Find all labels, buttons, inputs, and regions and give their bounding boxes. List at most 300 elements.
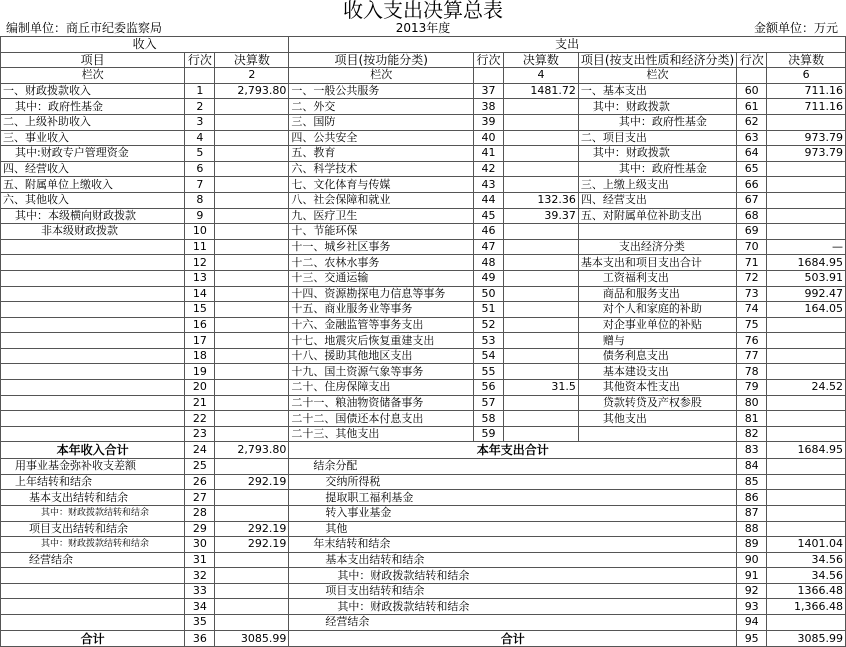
econ-amount: 711.16 bbox=[767, 99, 846, 115]
income-amount bbox=[215, 286, 289, 302]
expense-section-label: 支出 bbox=[289, 37, 846, 53]
func-line: 38 bbox=[474, 99, 504, 115]
income-line: 7 bbox=[185, 177, 215, 193]
income-amount: 2,793.80 bbox=[215, 83, 289, 99]
balance-item bbox=[1, 615, 185, 631]
income-item bbox=[1, 317, 185, 333]
distribution-item: 项目支出结转和结余 bbox=[289, 583, 737, 599]
econ-line: 76 bbox=[737, 333, 767, 349]
econ-item: 支出经济分类 bbox=[578, 239, 736, 255]
income-line: 16 bbox=[185, 317, 215, 333]
balance-line: 26 bbox=[185, 474, 215, 490]
currency-unit: 金额单位：万元 bbox=[753, 21, 838, 35]
balance-line: 27 bbox=[185, 490, 215, 506]
func-line: 40 bbox=[474, 130, 504, 146]
section-header-row bbox=[1, 37, 846, 53]
balance-amount bbox=[215, 459, 289, 475]
func-amount bbox=[504, 286, 579, 302]
econ-amount: 711.16 bbox=[767, 83, 846, 99]
income-amount bbox=[215, 302, 289, 318]
table-row bbox=[1, 192, 846, 208]
income-item: 一、财政拨款收入 bbox=[1, 83, 185, 99]
income-amount bbox=[215, 208, 289, 224]
income-total-label: 合计 bbox=[1, 630, 185, 647]
func-item: 十三、交通运输 bbox=[289, 270, 474, 286]
distribution-item: 提取职工福利基金 bbox=[289, 490, 737, 506]
func-item: 二十二、国债还本付息支出 bbox=[289, 411, 474, 427]
balance-item bbox=[1, 583, 185, 599]
income-amount bbox=[215, 380, 289, 396]
income-item: 非本级财政拨款 bbox=[1, 224, 185, 240]
econ-line: 78 bbox=[737, 364, 767, 380]
income-amount bbox=[215, 114, 289, 130]
balance-amount bbox=[215, 599, 289, 615]
lanci-col: 4 bbox=[504, 68, 579, 84]
lanci-label: 栏次 bbox=[289, 68, 474, 84]
econ-amount: 503.91 bbox=[767, 270, 846, 286]
func-line: 42 bbox=[474, 161, 504, 177]
expense-total-amount: 3085.99 bbox=[767, 630, 846, 647]
income-amount bbox=[215, 364, 289, 380]
income-amount bbox=[215, 411, 289, 427]
income-line: 23 bbox=[185, 426, 215, 442]
distribution-line: 89 bbox=[737, 537, 767, 553]
distribution-item: 其中：财政拨款结转和结余 bbox=[289, 599, 737, 615]
col-line: 行次 bbox=[474, 52, 504, 68]
func-item: 六、科学技术 bbox=[289, 161, 474, 177]
func-line: 52 bbox=[474, 317, 504, 333]
econ-amount: 992.47 bbox=[767, 286, 846, 302]
func-item: 十四、资源勘探电力信息等事务 bbox=[289, 286, 474, 302]
income-amount bbox=[215, 317, 289, 333]
table-row bbox=[1, 521, 846, 537]
econ-line: 67 bbox=[737, 192, 767, 208]
col-item-func: 项目(按功能分类) bbox=[289, 52, 474, 68]
table-row bbox=[1, 333, 846, 349]
table-row bbox=[1, 583, 846, 599]
fiscal-year: 2013年度 bbox=[395, 21, 451, 35]
table-row bbox=[1, 302, 846, 318]
econ-line: 71 bbox=[737, 255, 767, 271]
econ-line: 82 bbox=[737, 426, 767, 442]
func-amount bbox=[504, 177, 579, 193]
balance-item: 用事业基金弥补收支差额 bbox=[1, 459, 185, 475]
func-item: 二十一、粮油物资储备事务 bbox=[289, 395, 474, 411]
income-item: 六、其他收入 bbox=[1, 192, 185, 208]
econ-line: 63 bbox=[737, 130, 767, 146]
econ-item: 其中：财政拨款 bbox=[578, 146, 736, 162]
func-item: 十六、金融监管等事务支出 bbox=[289, 317, 474, 333]
balance-amount bbox=[215, 505, 289, 521]
econ-amount bbox=[767, 348, 846, 364]
func-amount bbox=[504, 395, 579, 411]
income-line: 1 bbox=[185, 83, 215, 99]
table-row bbox=[1, 395, 846, 411]
func-amount: 132.36 bbox=[504, 192, 579, 208]
func-item: 五、教育 bbox=[289, 146, 474, 162]
income-amount bbox=[215, 177, 289, 193]
econ-amount bbox=[767, 317, 846, 333]
income-section-label: 收入 bbox=[1, 37, 289, 53]
econ-line: 65 bbox=[737, 161, 767, 177]
distribution-amount bbox=[767, 615, 846, 631]
expense-total-label: 合计 bbox=[289, 630, 737, 647]
income-total-amount: 3085.99 bbox=[215, 630, 289, 647]
distribution-item: 经营结余 bbox=[289, 615, 737, 631]
table-row bbox=[1, 286, 846, 302]
balance-line: 25 bbox=[185, 459, 215, 475]
income-item bbox=[1, 364, 185, 380]
income-amount bbox=[215, 426, 289, 442]
func-item: 二、外交 bbox=[289, 99, 474, 115]
econ-line: 80 bbox=[737, 395, 767, 411]
func-amount bbox=[504, 348, 579, 364]
econ-amount bbox=[767, 161, 846, 177]
income-line: 22 bbox=[185, 411, 215, 427]
func-amount bbox=[504, 161, 579, 177]
distribution-amount: 1,366.48 bbox=[767, 599, 846, 615]
page-title: 收入支出决算总表 bbox=[343, 0, 503, 22]
econ-amount bbox=[767, 426, 846, 442]
econ-item: 商品和服务支出 bbox=[578, 286, 736, 302]
table-row bbox=[1, 208, 846, 224]
income-line: 18 bbox=[185, 348, 215, 364]
income-item bbox=[1, 239, 185, 255]
econ-amount: 1684.95 bbox=[767, 255, 846, 271]
func-line: 59 bbox=[474, 426, 504, 442]
lanci-row bbox=[1, 68, 846, 84]
func-amount bbox=[504, 317, 579, 333]
econ-amount: 164.05 bbox=[767, 302, 846, 318]
econ-amount bbox=[767, 177, 846, 193]
func-item: 十二、农林水事务 bbox=[289, 255, 474, 271]
func-line: 53 bbox=[474, 333, 504, 349]
table-row bbox=[1, 426, 846, 442]
func-item: 十八、援助其他地区支出 bbox=[289, 348, 474, 364]
col-line: 行次 bbox=[185, 52, 215, 68]
table-row bbox=[1, 364, 846, 380]
income-item bbox=[1, 302, 185, 318]
distribution-line: 86 bbox=[737, 490, 767, 506]
func-amount bbox=[504, 364, 579, 380]
func-item: 二十、住房保障支出 bbox=[289, 380, 474, 396]
balance-amount bbox=[215, 552, 289, 568]
col-item: 项目 bbox=[1, 52, 185, 68]
econ-line: 72 bbox=[737, 270, 767, 286]
func-amount: 31.5 bbox=[504, 380, 579, 396]
income-amount bbox=[215, 224, 289, 240]
table-row bbox=[1, 348, 846, 364]
distribution-amount bbox=[767, 459, 846, 475]
table-row bbox=[1, 568, 846, 584]
income-amount bbox=[215, 99, 289, 115]
func-line: 47 bbox=[474, 239, 504, 255]
func-item: 十、节能环保 bbox=[289, 224, 474, 240]
distribution-item: 其中：财政拨款结转和结余 bbox=[289, 568, 737, 584]
econ-line: 60 bbox=[737, 83, 767, 99]
income-line: 9 bbox=[185, 208, 215, 224]
econ-amount: 973.79 bbox=[767, 146, 846, 162]
expense-total-line: 83 bbox=[737, 442, 767, 459]
balance-amount bbox=[215, 583, 289, 599]
balance-amount bbox=[215, 568, 289, 584]
income-item bbox=[1, 333, 185, 349]
distribution-item: 基本支出结转和结余 bbox=[289, 552, 737, 568]
balance-line: 33 bbox=[185, 583, 215, 599]
econ-line: 66 bbox=[737, 177, 767, 193]
func-amount bbox=[504, 411, 579, 427]
total-row bbox=[1, 630, 846, 647]
balance-line: 32 bbox=[185, 568, 215, 584]
table-row bbox=[1, 224, 846, 240]
table-row bbox=[1, 490, 846, 506]
lanci-col: 2 bbox=[215, 68, 289, 84]
table-row bbox=[1, 317, 846, 333]
func-amount bbox=[504, 302, 579, 318]
balance-amount: 292.19 bbox=[215, 474, 289, 490]
income-line: 6 bbox=[185, 161, 215, 177]
func-item: 三、国防 bbox=[289, 114, 474, 130]
table-row bbox=[1, 161, 846, 177]
table-row bbox=[1, 411, 846, 427]
income-item: 其中：本级横向财政拨款 bbox=[1, 208, 185, 224]
econ-item: 一、基本支出 bbox=[578, 83, 736, 99]
income-line: 3 bbox=[185, 114, 215, 130]
econ-item: 其中：政府性基金 bbox=[578, 114, 736, 130]
distribution-line: 87 bbox=[737, 505, 767, 521]
distribution-line: 90 bbox=[737, 552, 767, 568]
lanci-label: 栏次 bbox=[1, 68, 185, 84]
distribution-amount bbox=[767, 474, 846, 490]
balance-line: 29 bbox=[185, 521, 215, 537]
distribution-amount: 1366.48 bbox=[767, 583, 846, 599]
econ-item: 对企事业单位的补贴 bbox=[578, 317, 736, 333]
income-amount bbox=[215, 255, 289, 271]
income-line: 10 bbox=[185, 224, 215, 240]
col-amount: 决算数 bbox=[215, 52, 289, 68]
econ-item: 对个人和家庭的补助 bbox=[578, 302, 736, 318]
table-row bbox=[1, 552, 846, 568]
func-line: 46 bbox=[474, 224, 504, 240]
distribution-amount: 34.56 bbox=[767, 552, 846, 568]
lanci-label: 栏次 bbox=[578, 68, 736, 84]
balance-amount bbox=[215, 615, 289, 631]
distribution-amount: 34.56 bbox=[767, 568, 846, 584]
econ-item: 债务利息支出 bbox=[578, 348, 736, 364]
econ-line: 70 bbox=[737, 239, 767, 255]
income-line: 4 bbox=[185, 130, 215, 146]
col-item-econ: 项目(按支出性质和经济分类) bbox=[578, 52, 736, 68]
balance-line: 35 bbox=[185, 615, 215, 631]
func-item: 八、社会保障和就业 bbox=[289, 192, 474, 208]
econ-item: 其中：政府性基金 bbox=[578, 161, 736, 177]
income-total-label: 本年收入合计 bbox=[1, 442, 185, 459]
income-total-line: 24 bbox=[185, 442, 215, 459]
column-header-row bbox=[1, 52, 846, 68]
econ-amount bbox=[767, 224, 846, 240]
balance-item: 上年结转和结余 bbox=[1, 474, 185, 490]
econ-line: 64 bbox=[737, 146, 767, 162]
balance-line: 31 bbox=[185, 552, 215, 568]
econ-item: 贷款转贷及产权参股 bbox=[578, 395, 736, 411]
lanci-empty bbox=[737, 68, 767, 84]
balance-item bbox=[1, 568, 185, 584]
func-line: 51 bbox=[474, 302, 504, 318]
func-line: 44 bbox=[474, 192, 504, 208]
econ-line: 75 bbox=[737, 317, 767, 333]
econ-item: 赠与 bbox=[578, 333, 736, 349]
table-row bbox=[1, 177, 846, 193]
func-amount bbox=[504, 239, 579, 255]
balance-amount: 292.19 bbox=[215, 537, 289, 553]
income-amount bbox=[215, 146, 289, 162]
table-row bbox=[1, 146, 846, 162]
func-item: 十一、城乡社区事务 bbox=[289, 239, 474, 255]
balance-line: 30 bbox=[185, 537, 215, 553]
func-amount: 39.37 bbox=[504, 208, 579, 224]
econ-item: 四、经营支出 bbox=[578, 192, 736, 208]
econ-amount: 24.52 bbox=[767, 380, 846, 396]
income-item bbox=[1, 411, 185, 427]
econ-item: 五、对附属单位补助支出 bbox=[578, 208, 736, 224]
func-amount bbox=[504, 130, 579, 146]
balance-amount bbox=[215, 490, 289, 506]
expense-total-label: 本年支出合计 bbox=[289, 442, 737, 459]
func-item: 九、医疗卫生 bbox=[289, 208, 474, 224]
econ-line: 77 bbox=[737, 348, 767, 364]
income-line: 21 bbox=[185, 395, 215, 411]
func-line: 54 bbox=[474, 348, 504, 364]
econ-item: 二、项目支出 bbox=[578, 130, 736, 146]
econ-item: 其他资本性支出 bbox=[578, 380, 736, 396]
func-line: 58 bbox=[474, 411, 504, 427]
distribution-line: 94 bbox=[737, 615, 767, 631]
income-line: 2 bbox=[185, 99, 215, 115]
func-item: 二十三、其他支出 bbox=[289, 426, 474, 442]
econ-amount bbox=[767, 208, 846, 224]
income-item bbox=[1, 426, 185, 442]
income-amount bbox=[215, 348, 289, 364]
econ-line: 69 bbox=[737, 224, 767, 240]
func-line: 39 bbox=[474, 114, 504, 130]
table-row bbox=[1, 459, 846, 475]
table-row bbox=[1, 130, 846, 146]
income-item: 三、事业收入 bbox=[1, 130, 185, 146]
distribution-line: 93 bbox=[737, 599, 767, 615]
func-line: 48 bbox=[474, 255, 504, 271]
balance-line: 34 bbox=[185, 599, 215, 615]
table-row bbox=[1, 380, 846, 396]
income-item bbox=[1, 270, 185, 286]
table-row bbox=[1, 537, 846, 553]
econ-amount bbox=[767, 114, 846, 130]
func-item: 十九、国土资源气象等事务 bbox=[289, 364, 474, 380]
distribution-item: 其他 bbox=[289, 521, 737, 537]
distribution-line: 88 bbox=[737, 521, 767, 537]
income-line: 13 bbox=[185, 270, 215, 286]
func-amount bbox=[504, 114, 579, 130]
income-line: 20 bbox=[185, 380, 215, 396]
income-item bbox=[1, 395, 185, 411]
col-amount: 决算数 bbox=[767, 52, 846, 68]
table-row bbox=[1, 270, 846, 286]
income-amount bbox=[215, 130, 289, 146]
col-amount: 决算数 bbox=[504, 52, 579, 68]
econ-line: 81 bbox=[737, 411, 767, 427]
distribution-amount bbox=[767, 505, 846, 521]
econ-line: 61 bbox=[737, 99, 767, 115]
econ-amount bbox=[767, 333, 846, 349]
econ-line: 73 bbox=[737, 286, 767, 302]
income-amount bbox=[215, 161, 289, 177]
reporting-unit: 编制单位：商丘市纪委监察局 bbox=[6, 21, 163, 35]
table-row bbox=[1, 599, 846, 615]
table-body bbox=[1, 37, 846, 647]
budget-table bbox=[0, 36, 846, 647]
econ-amount bbox=[767, 411, 846, 427]
distribution-amount bbox=[767, 490, 846, 506]
balance-item: 基本支出结转和结余 bbox=[1, 490, 185, 506]
func-line: 56 bbox=[474, 380, 504, 396]
income-item: 四、经营收入 bbox=[1, 161, 185, 177]
distribution-item: 年末结转和结余 bbox=[289, 537, 737, 553]
func-item: 十七、地震灾后恢复重建支出 bbox=[289, 333, 474, 349]
income-total-amount: 2,793.80 bbox=[215, 442, 289, 459]
table-row bbox=[1, 83, 846, 99]
lanci-empty bbox=[474, 68, 504, 84]
func-amount: 1481.72 bbox=[504, 83, 579, 99]
income-amount bbox=[215, 270, 289, 286]
expense-total-line: 95 bbox=[737, 630, 767, 647]
econ-amount bbox=[767, 192, 846, 208]
income-item: 其中:财政专户管理资金 bbox=[1, 146, 185, 162]
total-row bbox=[1, 442, 846, 459]
income-item bbox=[1, 255, 185, 271]
table-row bbox=[1, 255, 846, 271]
econ-line: 74 bbox=[737, 302, 767, 318]
distribution-amount: 1401.04 bbox=[767, 537, 846, 553]
econ-amount: — bbox=[767, 239, 846, 255]
econ-item: 其他支出 bbox=[578, 411, 736, 427]
func-line: 45 bbox=[474, 208, 504, 224]
func-amount bbox=[504, 224, 579, 240]
func-amount bbox=[504, 146, 579, 162]
func-amount bbox=[504, 270, 579, 286]
income-amount bbox=[215, 333, 289, 349]
distribution-item: 交纳所得税 bbox=[289, 474, 737, 490]
econ-item bbox=[578, 224, 736, 240]
func-line: 43 bbox=[474, 177, 504, 193]
income-line: 14 bbox=[185, 286, 215, 302]
table-row bbox=[1, 505, 846, 521]
distribution-item: 转入事业基金 bbox=[289, 505, 737, 521]
income-line: 19 bbox=[185, 364, 215, 380]
econ-amount: 973.79 bbox=[767, 130, 846, 146]
income-item bbox=[1, 380, 185, 396]
distribution-line: 84 bbox=[737, 459, 767, 475]
income-total-line: 36 bbox=[185, 630, 215, 647]
income-item: 五、附属单位上缴收入 bbox=[1, 177, 185, 193]
income-line: 17 bbox=[185, 333, 215, 349]
income-amount bbox=[215, 239, 289, 255]
income-line: 12 bbox=[185, 255, 215, 271]
func-amount bbox=[504, 255, 579, 271]
income-line: 11 bbox=[185, 239, 215, 255]
income-item: 二、上级补助收入 bbox=[1, 114, 185, 130]
income-amount bbox=[215, 395, 289, 411]
econ-line: 62 bbox=[737, 114, 767, 130]
table-row bbox=[1, 239, 846, 255]
